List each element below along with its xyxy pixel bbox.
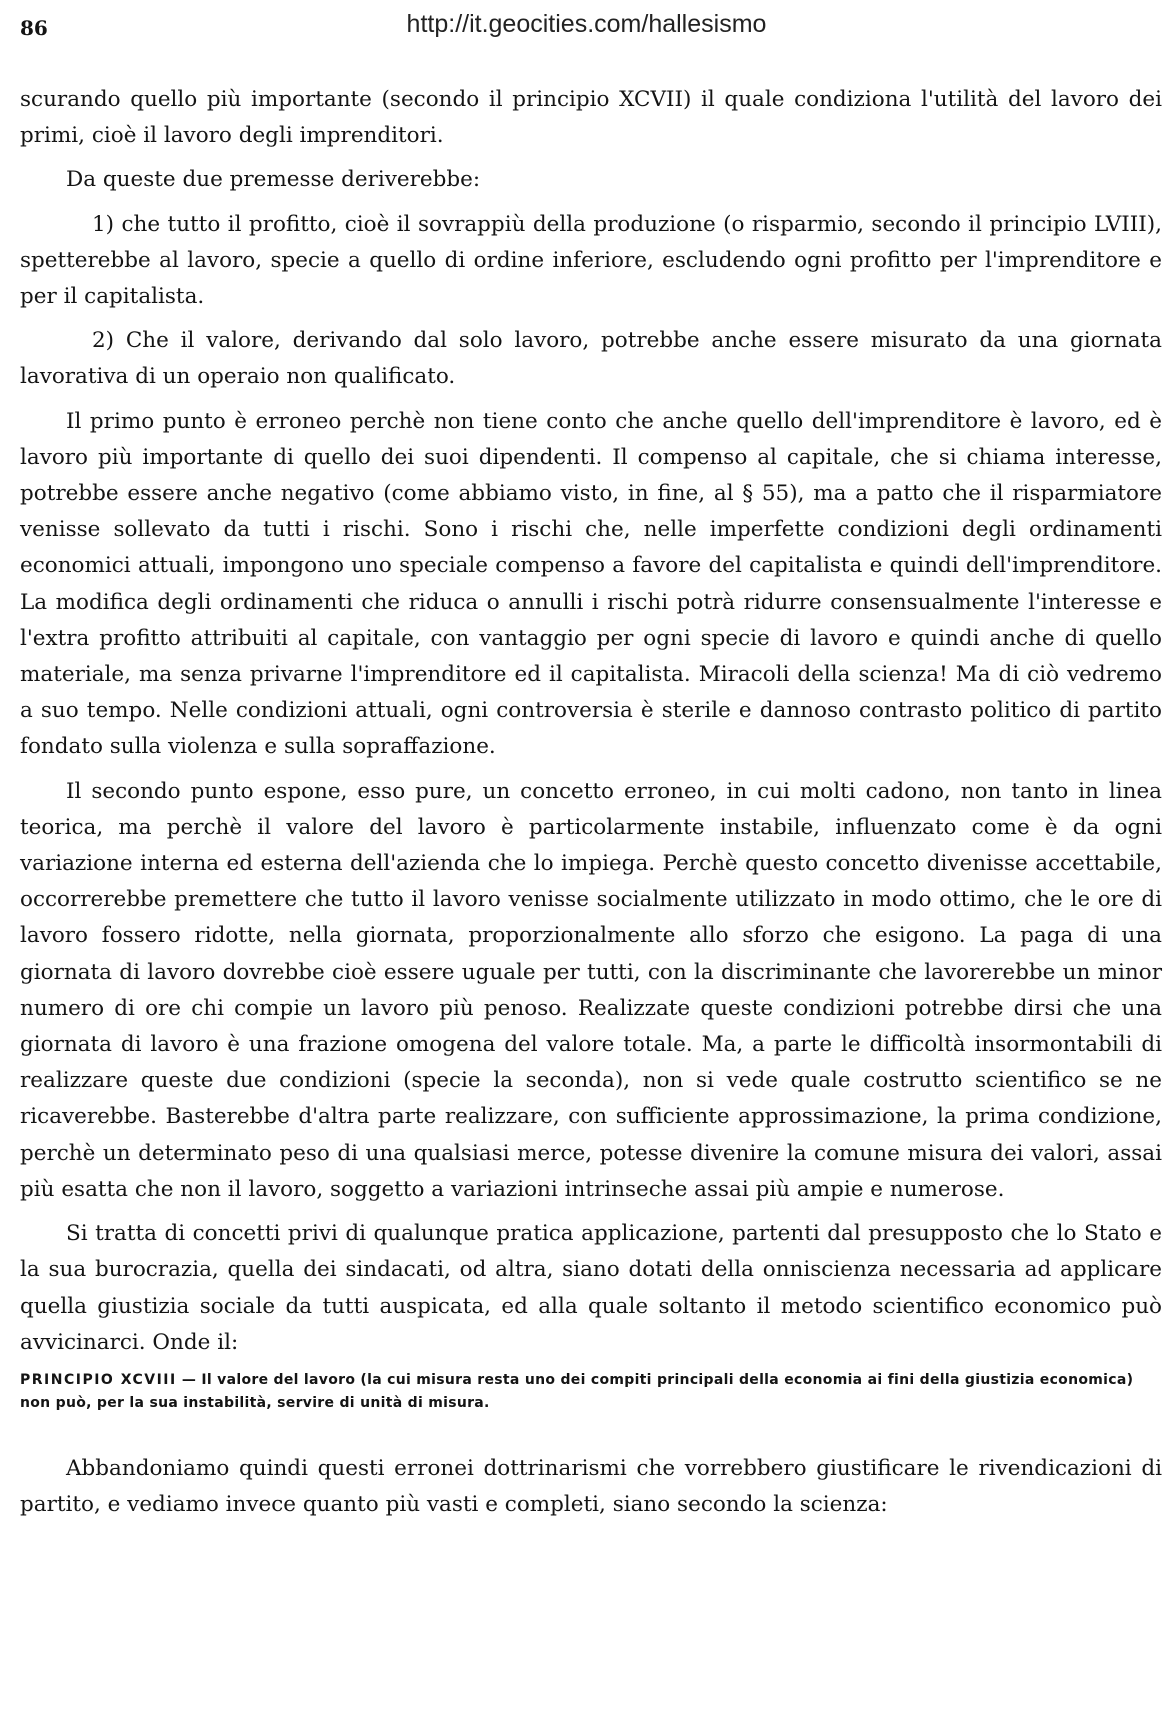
paragraph-premise-2: 2) Che il valore, derivando dal solo lavoro, potrebbe anche essere misurato da una giornata lavorativa di un operaio non qualificato. [20,328,1162,390]
paragraph-conclusion: Abbandoniamo quindi questi erronei dottrinarismi che vorrebbero giustificare le rivendicazioni di partito, e vediamo invece quanto più vasti e completi, siano secondo la scienza: [20,1455,1162,1518]
body-text [20,82,1162,1531]
page-header [20,10,1153,44]
principle-statement [20,1369,1162,1415]
principle-label: PRINCIPIO XCVIII [20,1371,177,1388]
paragraph-continuation: scurando quello più importante (secondo il principio XCVII) il quale condiziona l'utilità del lavoro dei primi, cioè il lavoro degli imprenditori. [20,87,1162,149]
paragraph-premise-1: 1) che tutto il profitto, cioè il sovrappiù della produzione (o risparmio, secondo il principio LVIII), spetterebbe al lavoro, specie a quello di ordine inferiore, escludendo ogni profitto per l'imprenditore e per il capitalista. [20,211,1162,310]
paragraph-concepts: Si tratta di concetti privi di qualunque pratica applicazione, partenti dal presupposto che lo Stato e la sua burocrazia, quella dei sindacati, od altra, siano dotati della onniscienza necessaria ad applicare quella giustizia sociale da tutti auspicata, ed alla quale soltanto il metodo scientifico economico può avvicinarci. Onde il: [20,1221,1162,1355]
header-url: http://it.geocities.com/hallesismo [406,10,767,38]
paragraph-second-point: Il secondo punto espone, esso pure, un concetto erroneo, in cui molti cadono, non tanto in linea teorica, ma perchè il valore del lavoro è particolarmente instabile, influenzato come è da ogni variazione interna ed esterna dell'azienda che lo impiega. Perchè questo concetto divenisse accettabile, occorrerebbe premettere che tutto il lavoro venisse socialmente utilizzato in modo ottimo, che le ore di lavoro fossero ridotte, nella giornata, proporzionalmente allo sforzo che esigono. La paga di una giornata di lavoro dovrebbe cioè essere uguale per tutti, con la discriminante che lavorerebbe un minor numero di ore chi compie un lavoro più penoso. Realizzate queste condizioni potrebbe dirsi che una giornata di lavoro è una frazione omogena del valore totale. Ma, a parte le difficoltà insormontabili di realizzare queste due condizioni (specie la seconda), non si vede quale costrutto scientifico se ne ricaverebbe. Basterebbe d'altra parte realizzare, con sufficiente approssimazione, la prima condizione, perchè un determinato peso di una qualsiasi merce, potesse divenire la comune misura dei valori, assai più esatta che non il lavoro, soggetto a variazioni intrinseche assai più ampie e numerose. [20,778,1162,1202]
principle-text: — Il valore del lavoro (la cui misura resta uno dei compiti principali della economia ai fini della giustizia economica) non può, per la sua instabilità, servire di unità di misura. [20,1371,1134,1411]
paragraph-first-point: Il primo punto è erroneo perchè non tiene conto che anche quello dell'imprenditore è lavoro, ed è lavoro più importante di quello dei suoi dipendenti. Il compenso al capitale, che si chiama interesse, potrebbe essere anche negativo (come abbiamo visto, in fine, al § 55), ma a patto che il risparmiatore venisse sollevato da tutti i rischi. Sono i rischi che, nelle imperfette condizioni degli ordinamenti economici attuali, impongono uno speciale compenso a favore del capitalista e quindi dell'imprenditore. La modifica degli ordinamenti che riduca o annulli i rischi potrà ridurre consensualmente l'interesse e l'extra profitto attribuiti al capitale, con vantaggio per ogni specie di lavoro e quindi anche di quello materiale, ma senza privarne l'imprenditore ed il capitalista. Miracoli della scienza! Ma di ciò vedremo a suo tempo. Nelle condizioni attuali, ogni controversia è sterile e dannoso contrasto politico di partito fondato sulla violenza e sulla sopraffazione. [20,408,1162,760]
paragraph-premises-intro: Da queste due premesse deriverebbe: [66,167,481,193]
page-number: 86 [20,16,48,40]
